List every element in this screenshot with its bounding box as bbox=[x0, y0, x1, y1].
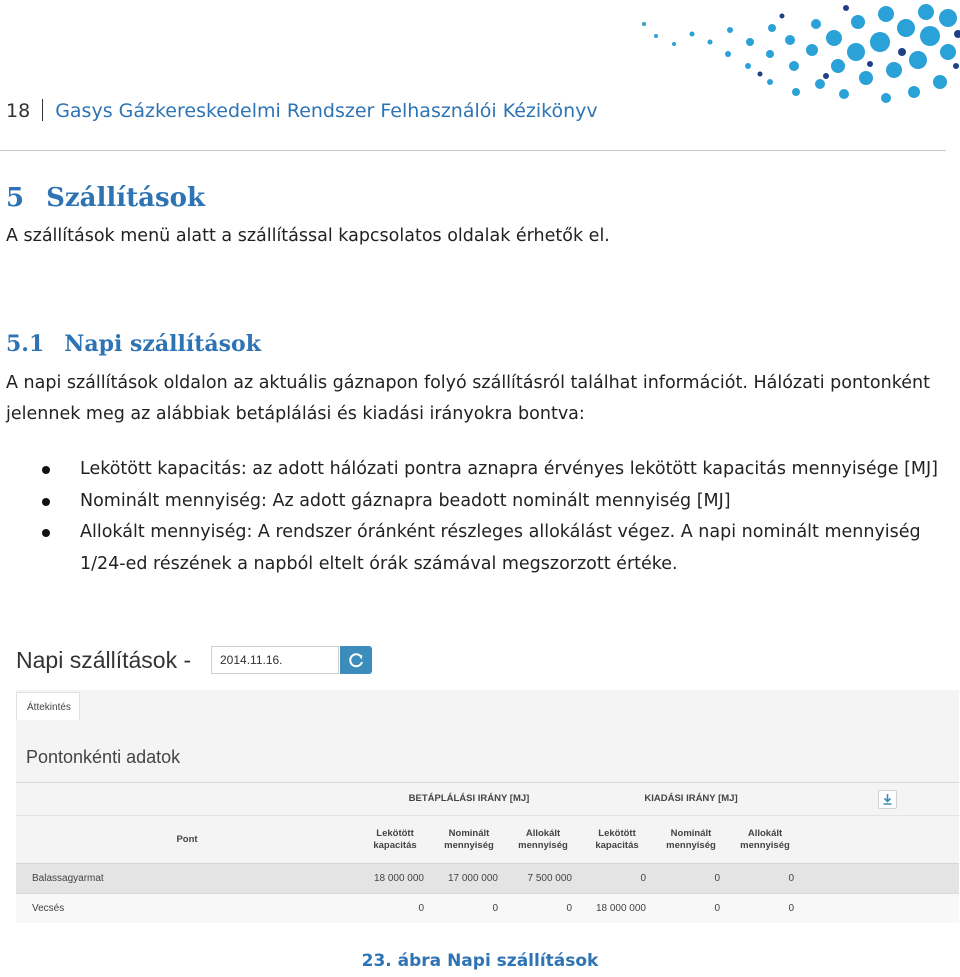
point-name: Balassagyarmat bbox=[16, 864, 358, 894]
section-title: Szállítások bbox=[46, 183, 205, 213]
point-data-table bbox=[16, 783, 959, 923]
table-subheader-row bbox=[16, 816, 959, 864]
panel-section-title: Pontonkénti adatok bbox=[26, 747, 181, 767]
bullet-list bbox=[40, 454, 955, 580]
cell-value: 0 bbox=[580, 864, 654, 894]
column-header: Allokált mennyiség bbox=[728, 816, 802, 864]
column-header: Lekötött kapacitás bbox=[580, 816, 654, 864]
refresh-icon bbox=[340, 646, 372, 674]
page-header bbox=[6, 99, 598, 122]
column-header: Allokált mennyiség bbox=[506, 816, 580, 864]
cell-value: 7 500 000 bbox=[506, 864, 580, 894]
cell-value: 0 bbox=[654, 864, 728, 894]
section-heading bbox=[6, 183, 205, 213]
table-header-spacer bbox=[16, 783, 358, 816]
cell-value: 0 bbox=[654, 894, 728, 924]
refresh-button[interactable] bbox=[340, 646, 372, 674]
cell-value: 0 bbox=[506, 894, 580, 924]
download-cell bbox=[802, 783, 959, 816]
row-filler bbox=[802, 894, 959, 924]
column-header: Nominált mennyiség bbox=[654, 816, 728, 864]
bullet-item: Lekötött kapacitás: az adott hálózati pontra aznapra érvényes lekötött kapacitás mennyisége [MJ] bbox=[40, 454, 955, 486]
cell-value: 18 000 000 bbox=[358, 864, 432, 894]
subsection-number: 5.1 bbox=[6, 331, 45, 357]
dotted-logo-graphic bbox=[630, 0, 960, 112]
cell-value: 0 bbox=[358, 894, 432, 924]
download-icon[interactable] bbox=[878, 790, 897, 809]
table-row[interactable] bbox=[16, 864, 959, 894]
cell-value: 17 000 000 bbox=[432, 864, 506, 894]
tab-overview[interactable]: Áttekintés bbox=[16, 692, 80, 720]
section-number: 5 bbox=[6, 183, 25, 213]
column-header: Nominált mennyiség bbox=[432, 816, 506, 864]
bullet-item: Nominált mennyiség: Az adott gáznapra beadott nominált mennyiség [MJ] bbox=[40, 486, 955, 518]
header-divider bbox=[42, 99, 43, 121]
page-number: 18 bbox=[6, 100, 31, 122]
header-rule bbox=[0, 150, 946, 151]
figure-caption: 23. ábra Napi szállítások bbox=[361, 951, 599, 971]
table-header-filler bbox=[802, 816, 959, 864]
row-filler bbox=[802, 864, 959, 894]
group-header-outflow: KIADÁSI IRÁNY [MJ] bbox=[644, 793, 738, 804]
point-column-header: Pont bbox=[16, 816, 358, 864]
cell-value: 0 bbox=[728, 864, 802, 894]
subsection-title: Napi szállítások bbox=[64, 331, 261, 357]
cell-value: 0 bbox=[432, 894, 506, 924]
cell-value: 0 bbox=[728, 894, 802, 924]
table-group-header-row bbox=[16, 783, 959, 816]
section-intro: A szállítások menü alatt a szállítással kapcsolatos oldalak érhetők el. bbox=[6, 226, 610, 246]
column-header: Lekötött kapacitás bbox=[358, 816, 432, 864]
bullet-item: Allokált mennyiség: A rendszer óránként részleges allokálást végez. A napi nominált mennyiség 1/24-ed részének a napból eltelt órák számával megszorzott értéke. bbox=[40, 517, 955, 580]
subsection-heading bbox=[6, 331, 261, 357]
date-input[interactable]: 2014.11.16. bbox=[211, 646, 339, 674]
group-header-inflow: BETÁPLÁLÁSI IRÁNY [MJ] bbox=[408, 793, 530, 804]
subsection-paragraph: A napi szállítások oldalon az aktuális gáznapon folyó szállításról találhat információt. Hálózati pontonként jelennek meg az alábbiak betáplálási és kiadási irányokra bontva: bbox=[6, 373, 930, 424]
cell-value: 18 000 000 bbox=[580, 894, 654, 924]
point-name: Vecsés bbox=[16, 894, 358, 924]
app-page-title: Napi szállítások - bbox=[16, 647, 192, 673]
table-row[interactable] bbox=[16, 894, 959, 924]
document-title: Gasys Gázkereskedelmi Rendszer Felhasználói Kézikönyv bbox=[55, 100, 598, 122]
